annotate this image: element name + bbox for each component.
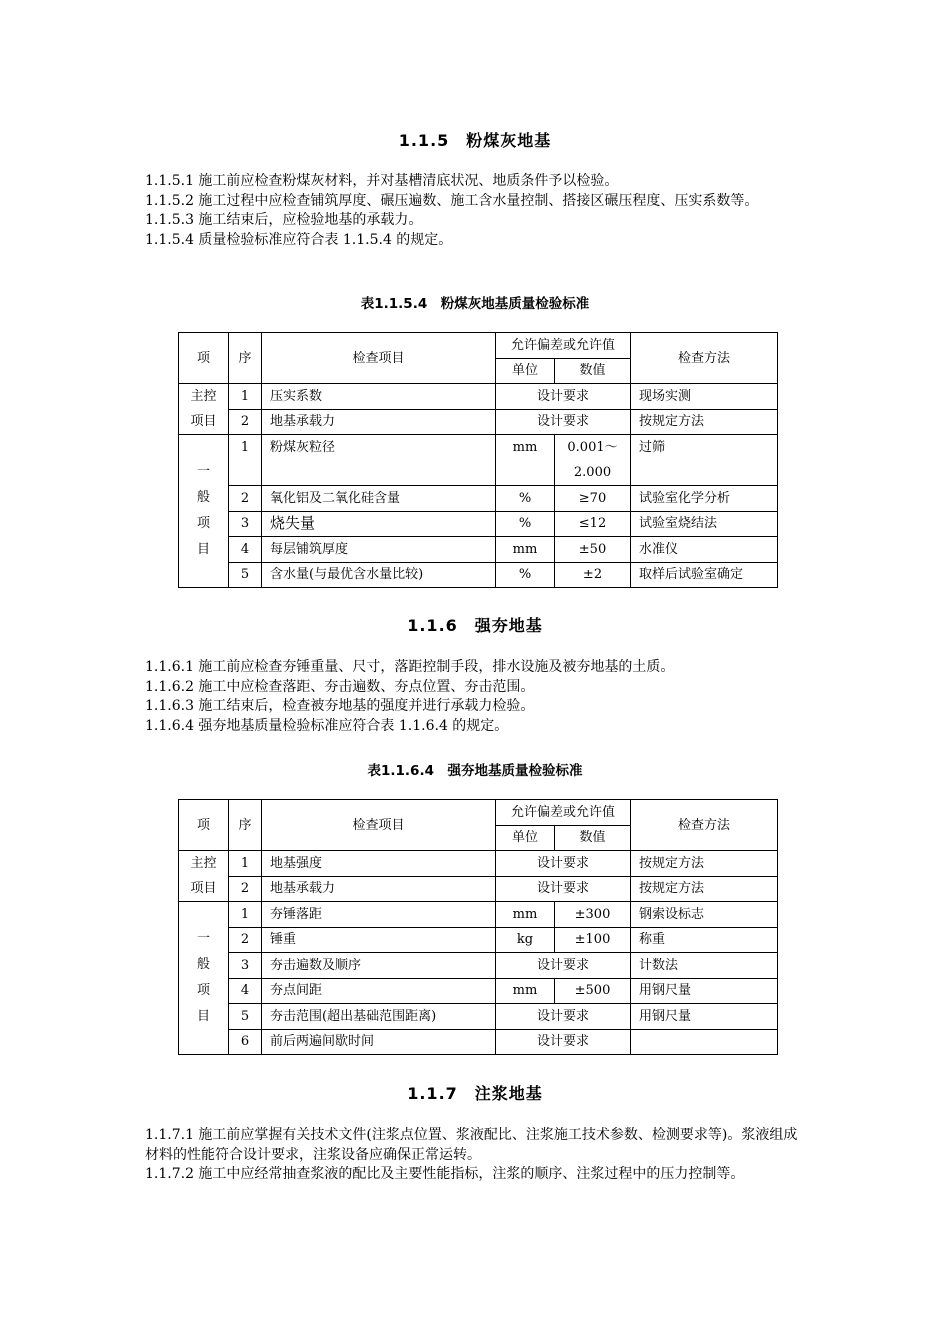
paragraph: 1.1.6.2 施工中应检查落距、夯击遍数、夯点位置、夯击范围。 — [145, 678, 535, 695]
table-row — [179, 435, 778, 486]
table-row — [179, 486, 778, 512]
table-row — [179, 927, 778, 953]
cell-seq: 1 — [229, 902, 262, 928]
cell-method: 现场实测 — [631, 384, 778, 410]
cell-item: 含水量(与最优含水量比较) — [262, 562, 496, 588]
cell-item: 前后两遍间歇时间 — [262, 1029, 496, 1055]
section-paragraphs-1-1-6 — [145, 658, 805, 736]
table-row — [179, 902, 778, 928]
header-allowance: 允许偏差或允许值 — [496, 333, 631, 359]
cell-value-line: 2.000 — [573, 465, 612, 480]
header-method: 检查方法 — [631, 333, 778, 384]
cell-value — [555, 435, 631, 486]
cell-method: 过筛 — [631, 435, 778, 486]
group-general-char: 一 — [196, 931, 210, 946]
cell-seq: 2 — [229, 927, 262, 953]
paragraph: 1.1.7.2 施工中应经常抽查浆液的配比及主要性能指标，注浆的顺序、注浆过程中的压力控制等。 — [145, 1166, 745, 1182]
header-seq: 序 — [229, 333, 262, 384]
table-1-1-5-4 — [178, 332, 778, 588]
table-1-1-6-4 — [178, 799, 778, 1055]
header-item: 项 — [179, 333, 229, 384]
header-check-item: 检查项目 — [262, 800, 496, 851]
table-row — [179, 1029, 778, 1055]
section-paragraphs-1-1-7 — [145, 1126, 805, 1185]
paragraph: 1.1.6.4 强夯地基质量检验标准应符合表 1.1.6.4 的规定。 — [145, 717, 509, 734]
cell-value: ±100 — [555, 927, 631, 953]
group-general-char: 项 — [196, 516, 210, 531]
cell-item: 地基承载力 — [262, 876, 496, 902]
cell-value: ≤12 — [555, 511, 631, 537]
cell-seq: 1 — [229, 384, 262, 410]
cell-method: 取样后试验室确定 — [631, 562, 778, 588]
header-method: 检查方法 — [631, 800, 778, 851]
table-header-row — [179, 333, 778, 359]
group-general — [179, 435, 229, 588]
cell-seq: 1 — [229, 435, 262, 486]
table-row — [179, 876, 778, 902]
cell-item: 夯锤落距 — [262, 902, 496, 928]
cell-allow: 设计要求 — [496, 876, 631, 902]
section-title-1-1-5: 1.1.5 粉煤灰地基 — [398, 131, 552, 150]
cell-unit: kg — [496, 927, 555, 953]
cell-seq: 2 — [229, 876, 262, 902]
group-main-1: 主控 — [179, 384, 229, 410]
cell-item: 夯击遍数及顺序 — [262, 953, 496, 979]
cell-item: 锤重 — [262, 927, 496, 953]
cell-seq: 2 — [229, 409, 262, 435]
cell-method: 试验室烧结法 — [631, 511, 778, 537]
cell-value: ≥70 — [555, 486, 631, 512]
cell-item: 粉煤灰粒径 — [262, 435, 496, 486]
cell-seq: 5 — [229, 1004, 262, 1030]
cell-method: 按规定方法 — [631, 409, 778, 435]
header-unit: 单位 — [496, 358, 555, 384]
table-row — [179, 1004, 778, 1030]
cell-seq: 3 — [229, 511, 262, 537]
cell-allow: 设计要求 — [496, 409, 631, 435]
section-title-1-1-6: 1.1.6 强夯地基 — [407, 616, 543, 635]
cell-value-line: 0.001～ — [567, 440, 618, 455]
cell-value: ±500 — [555, 978, 631, 1004]
header-item: 项 — [179, 800, 229, 851]
cell-unit: % — [496, 511, 555, 537]
cell-seq: 3 — [229, 953, 262, 979]
cell-seq: 6 — [229, 1029, 262, 1055]
cell-unit: mm — [496, 902, 555, 928]
cell-seq: 1 — [229, 851, 262, 877]
cell-method: 用钢尺量 — [631, 978, 778, 1004]
cell-method: 按规定方法 — [631, 851, 778, 877]
table-header-row — [179, 800, 778, 826]
cell-method: 计数法 — [631, 953, 778, 979]
header-unit: 单位 — [496, 825, 555, 851]
cell-seq: 4 — [229, 537, 262, 563]
cell-seq: 2 — [229, 486, 262, 512]
cell-method: 用钢尺量 — [631, 1004, 778, 1030]
table-row — [179, 537, 778, 563]
cell-unit: mm — [496, 978, 555, 1004]
cell-unit: mm — [496, 435, 555, 486]
cell-allow: 设计要求 — [496, 384, 631, 410]
table-row — [179, 409, 778, 435]
paragraph: 1.1.5.4 质量检验标准应符合表 1.1.5.4 的规定。 — [145, 231, 453, 248]
cell-item: 夯击范围(超出基础范围距离) — [262, 1004, 496, 1030]
cell-item: 夯点间距 — [262, 978, 496, 1004]
cell-method — [631, 1029, 778, 1055]
cell-unit: % — [496, 486, 555, 512]
paragraph: 1.1.5.1 施工前应检查粉煤灰材料，并对基槽清底状况、地质条件予以检验。 — [145, 173, 619, 189]
paragraph: 1.1.5.2 施工过程中应检查铺筑厚度、碾压遍数、施工含水量控制、搭接区碾压程度、压实系数等。 — [145, 192, 759, 209]
header-value: 数值 — [555, 825, 631, 851]
group-general — [179, 902, 229, 1055]
table-row — [179, 953, 778, 979]
cell-value: ±300 — [555, 902, 631, 928]
table-row — [179, 384, 778, 410]
table-row — [179, 978, 778, 1004]
table-caption-1-1-5-4: 表1.1.5.4 粉煤灰地基质量检验标准 — [360, 296, 590, 312]
section-paragraphs-1-1-5 — [145, 172, 805, 250]
group-general-char: 一 — [196, 464, 210, 479]
group-general-char: 般 — [196, 957, 210, 972]
table-row — [179, 562, 778, 588]
cell-unit: mm — [496, 537, 555, 563]
group-main-2: 项目 — [179, 876, 229, 902]
cell-value: ±50 — [555, 537, 631, 563]
cell-allow: 设计要求 — [496, 1004, 631, 1030]
cell-item: 地基承载力 — [262, 409, 496, 435]
cell-allow: 设计要求 — [496, 1029, 631, 1055]
cell-unit: % — [496, 562, 555, 588]
header-seq: 序 — [229, 800, 262, 851]
header-check-item: 检查项目 — [262, 333, 496, 384]
cell-method: 钢索设标志 — [631, 902, 778, 928]
group-main-1: 主控 — [179, 851, 229, 877]
group-general-char: 目 — [196, 542, 210, 557]
cell-allow: 设计要求 — [496, 953, 631, 979]
cell-method: 按规定方法 — [631, 876, 778, 902]
cell-seq: 4 — [229, 978, 262, 1004]
table-caption-1-1-6-4: 表1.1.6.4 强夯地基质量检验标准 — [367, 763, 583, 779]
cell-item: 每层铺筑厚度 — [262, 537, 496, 563]
table-row — [179, 511, 778, 537]
cell-item: 地基强度 — [262, 851, 496, 877]
cell-item: 压实系数 — [262, 384, 496, 410]
cell-method: 水准仪 — [631, 537, 778, 563]
paragraph: 1.1.6.3 施工结束后，检查被夯地基的强度并进行承载力检验。 — [145, 698, 535, 714]
group-general-char: 项 — [196, 983, 210, 998]
cell-item: 氧化铝及二氧化硅含量 — [262, 486, 496, 512]
cell-value: ±2 — [555, 562, 631, 588]
group-general-char: 目 — [196, 1009, 210, 1024]
paragraph: 1.1.5.3 施工结束后，应检验地基的承载力。 — [145, 212, 423, 228]
header-allowance: 允许偏差或允许值 — [496, 800, 631, 826]
paragraph: 1.1.6.1 施工前应检查夯锤重量、尺寸，落距控制手段，排水设施及被夯地基的土质。 — [145, 659, 675, 675]
cell-seq: 5 — [229, 562, 262, 588]
group-general-char: 般 — [196, 490, 210, 505]
group-main-2: 项目 — [179, 409, 229, 435]
cell-allow: 设计要求 — [496, 851, 631, 877]
cell-method: 试验室化学分析 — [631, 486, 778, 512]
table-row — [179, 851, 778, 877]
cell-method: 称重 — [631, 927, 778, 953]
cell-item: 烧失量 — [262, 511, 496, 537]
section-title-1-1-7: 1.1.7 注浆地基 — [407, 1084, 543, 1103]
paragraph: 1.1.7.1 施工前应掌握有关技术文件(注浆点位置、浆液配比、注浆施工技术参数、检测要求等)。浆液组成材料的性能符合设计要求，注浆设备应确保正常运转。 — [145, 1127, 798, 1163]
header-value: 数值 — [555, 358, 631, 384]
